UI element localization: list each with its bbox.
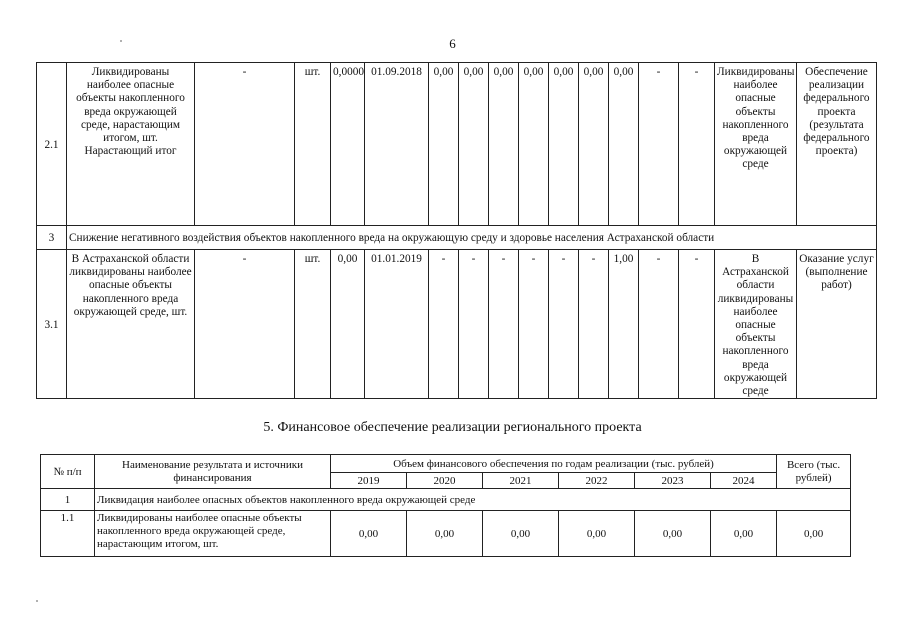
year-2024: 2024 <box>711 473 777 489</box>
value-cell: 1,00 <box>609 250 639 399</box>
indicators-table <box>36 62 877 399</box>
row-number: 1.1 <box>41 511 95 557</box>
type-cell: Обеспечение реализации федерального проекта (результата федерального проекта) <box>797 63 877 226</box>
indicator-name: В Астраханской области ликвидированы наиболее опасные объекты накопленного вреда окружающей среде, шт. <box>67 250 195 399</box>
value-cell: 0,00 <box>489 63 519 226</box>
table-row-3-1 <box>37 250 877 399</box>
dash-cell: - <box>679 63 715 226</box>
header-volume: Объем финансового обеспечения по годам реализации (тыс. рублей) <box>331 455 777 473</box>
finance-header-row <box>41 455 851 473</box>
scan-speck <box>36 600 38 602</box>
value-cell: - <box>519 250 549 399</box>
total-cell: 0,00 <box>777 511 851 557</box>
unit-cell: шт. <box>295 63 331 226</box>
amount-cell: 0,00 <box>483 511 559 557</box>
date-cell: 01.01.2019 <box>365 250 429 399</box>
year-2023: 2023 <box>635 473 711 489</box>
amount-cell: 0,00 <box>711 511 777 557</box>
base-value-cell: 0,0000 <box>331 63 365 226</box>
finance-row-1 <box>41 489 851 511</box>
value-cell: - <box>489 250 519 399</box>
result-cell: В Астраханской области ликвидированы наиболее опасные объекты накопленного вреда окружающей среде <box>715 250 797 399</box>
indicator-name: Ликвидированы наиболее опасные объекты накопленного вреда окружающей среде, нарастающим итогом, шт. Нарастающий итог <box>67 63 195 226</box>
scan-speck <box>120 40 122 42</box>
header-name: Наименование результата и источники финансирования <box>95 455 331 489</box>
header-total: Всего (тыс. рублей) <box>777 455 851 489</box>
task-title: Снижение негативного воздействия объектов накопленного вреда на окружающую среду и здоровье населения Астраханской области <box>67 226 877 250</box>
year-2020: 2020 <box>407 473 483 489</box>
section-title: 5. Финансовое обеспечение реализации регионального проекта <box>263 420 642 435</box>
value-cell: - <box>459 250 489 399</box>
value-cell: - <box>579 250 609 399</box>
result-cell: Ликвидированы наиболее опасные объекты накопленного вреда окружающей среде <box>715 63 797 226</box>
value-cell: 0,00 <box>609 63 639 226</box>
base-value-cell: 0,00 <box>331 250 365 399</box>
table-row-2-1 <box>37 63 877 226</box>
dash-cell: - <box>195 63 295 226</box>
amount-cell: 0,00 <box>559 511 635 557</box>
amount-cell: 0,00 <box>635 511 711 557</box>
row-number: 3.1 <box>37 250 67 399</box>
row-number: 1 <box>41 489 95 511</box>
header-num: № п/п <box>41 455 95 489</box>
unit-cell: шт. <box>295 250 331 399</box>
page-number: 6 <box>449 36 456 51</box>
table-row-3 <box>37 226 877 250</box>
row-number: 2.1 <box>37 63 67 226</box>
year-2022: 2022 <box>559 473 635 489</box>
dash-cell: - <box>679 250 715 399</box>
dash-cell: - <box>639 63 679 226</box>
value-cell: 0,00 <box>549 63 579 226</box>
amount-cell: 0,00 <box>331 511 407 557</box>
value-cell: 0,00 <box>429 63 459 226</box>
value-cell: 0,00 <box>579 63 609 226</box>
row-number: 3 <box>37 226 67 250</box>
date-cell: 01.09.2018 <box>365 63 429 226</box>
value-cell: 0,00 <box>459 63 489 226</box>
dash-cell: - <box>195 250 295 399</box>
result-name: Ликвидированы наиболее опасные объекты накопленного вреда окружающей среде, нарастающим итогом, шт. <box>95 511 331 557</box>
finance-table <box>40 454 851 557</box>
dash-cell: - <box>639 250 679 399</box>
value-cell: 0,00 <box>519 63 549 226</box>
year-2021: 2021 <box>483 473 559 489</box>
type-cell: Оказание услуг (выполнение работ) <box>797 250 877 399</box>
value-cell: - <box>549 250 579 399</box>
finance-row-1-1 <box>41 511 851 557</box>
result-title: Ликвидация наиболее опасных объектов накопленного вреда окружающей среде <box>95 489 851 511</box>
year-2019: 2019 <box>331 473 407 489</box>
amount-cell: 0,00 <box>407 511 483 557</box>
value-cell: - <box>429 250 459 399</box>
